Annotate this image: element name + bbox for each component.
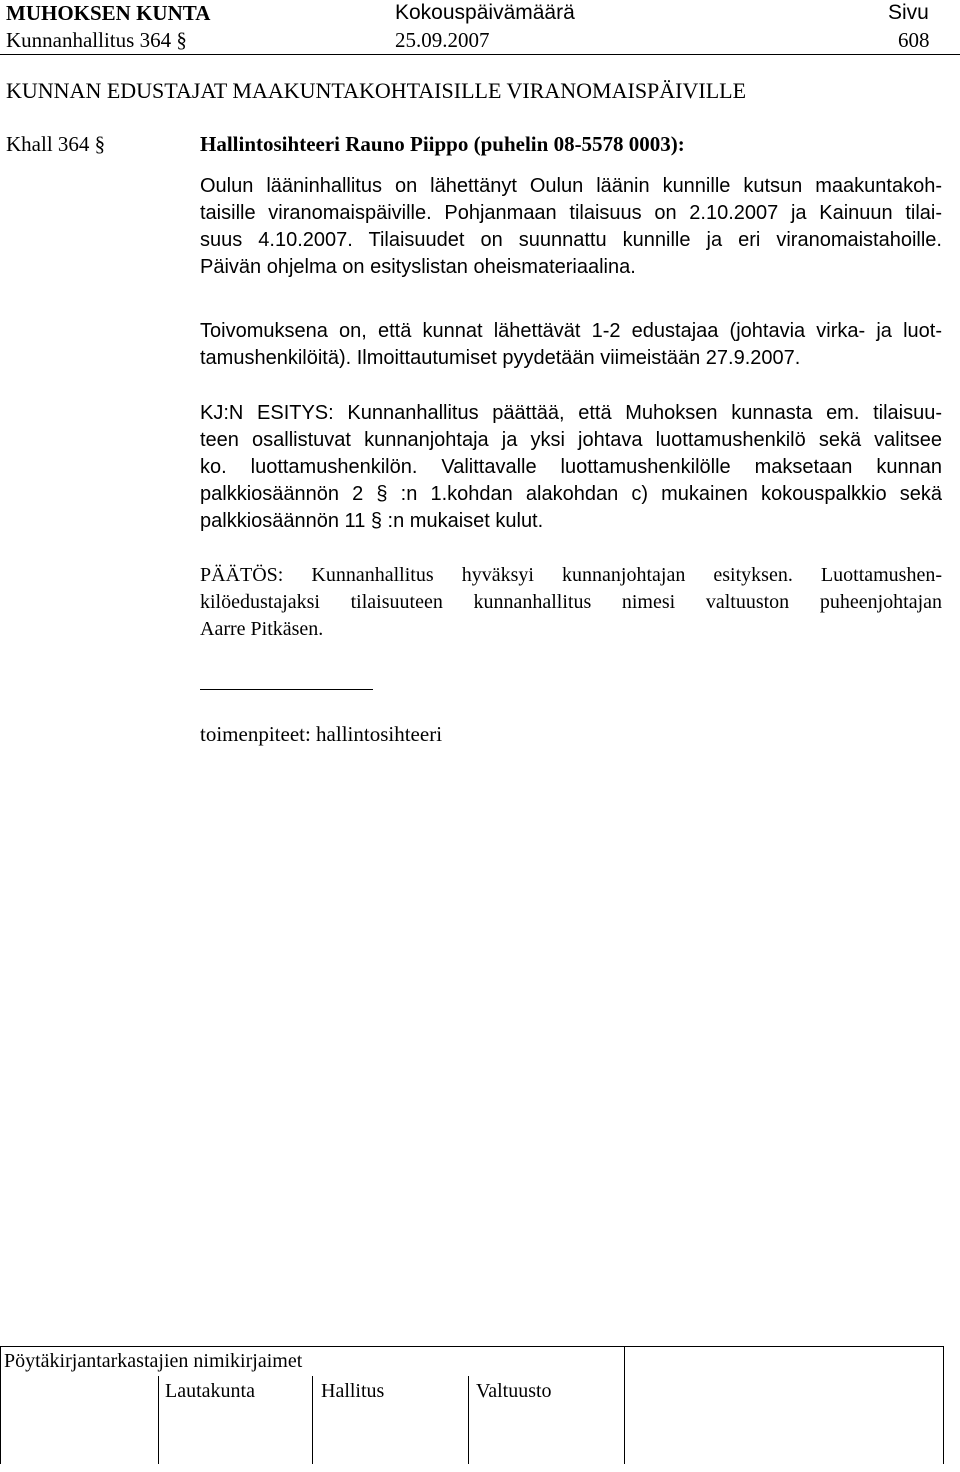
page-label: Sivu bbox=[888, 1, 929, 24]
text-line: suus 4.10.2007. Tilaisuudet on suunnattu kunnille ja eri viranomaistahoille. bbox=[200, 229, 942, 251]
document-title: KUNNAN EDUSTAJAT MAAKUNTAKOHTAISILLE VIRANOMAISPÄIVILLE bbox=[6, 78, 747, 103]
header-rule bbox=[0, 54, 960, 55]
paragraph-decision bbox=[200, 562, 942, 643]
text-line: kilöedustajaksi tilaisuuteen kunnanhallitus nimesi valtuuston puheenjohtajan bbox=[200, 591, 942, 613]
text-line: teen osallistuvat kunnanjohtaja ja yksi johtava luottamushenkilö sekä valitsee bbox=[200, 429, 942, 451]
text-line: ko. luottamushenkilön. Valittavalle luottamushenkilölle maksetaan kunnan bbox=[200, 456, 942, 478]
paragraph-invitation bbox=[200, 173, 942, 281]
actions-line: toimenpiteet: hallintosihteeri bbox=[200, 722, 443, 746]
signature-box-title: Pöytäkirjantarkastajien nimikirjaimet bbox=[4, 1350, 303, 1372]
signature-column-divider bbox=[468, 1376, 469, 1464]
item-reference bbox=[6, 132, 105, 157]
text-line: palkkiosäännön 11 § :n mukaiset kulut. bbox=[200, 510, 544, 532]
signature-column-divider bbox=[158, 1376, 159, 1464]
item-ref-text: Khall 364 bbox=[6, 132, 90, 156]
signature-column-lautakunta: Lautakunta bbox=[165, 1380, 255, 1402]
signature-column-divider bbox=[312, 1376, 313, 1464]
signature-column-hallitus: Hallitus bbox=[321, 1380, 385, 1402]
body-name-text: Kunnanhallitus 364 bbox=[6, 28, 172, 52]
paragraph-proposal bbox=[200, 400, 942, 535]
body-name bbox=[6, 27, 187, 53]
text-line: palkkiosäännön 2 § :n 1.kohdan alakohdan c) mukainen kokouspalkkio sekä bbox=[200, 483, 942, 505]
text-line: Aarre Pitkäsen. bbox=[200, 618, 324, 640]
text-line: Toivomuksena on, että kunnat lähettävät 1-2 edustajaa (johtavia virka- ja luot- bbox=[200, 320, 942, 342]
text-line: PÄÄTÖS: Kunnanhallitus hyväksyi kunnanjohtajan esityksen. Luottamushen- bbox=[200, 564, 942, 586]
section-mark: § bbox=[176, 28, 187, 52]
text-line: tamushenkilöitä). Ilmoittautumiset pyydetään viimeistään 27.9.2007. bbox=[200, 347, 801, 369]
organization-name: MUHOKSEN KUNTA bbox=[6, 1, 211, 25]
signature-column-valtuusto: Valtuusto bbox=[476, 1380, 552, 1402]
text-line: KJ:N ESITYS: Kunnanhallitus päättää, että Muhoksen kunnasta em. tilaisuu- bbox=[200, 402, 942, 424]
signature-box-divider bbox=[624, 1346, 625, 1464]
text-line: taisille viranomaispäiville. Pohjanmaan tilaisuus on 2.10.2007 ja Kainuun tilai- bbox=[200, 202, 942, 224]
date-label: Kokouspäivämäärä bbox=[395, 1, 575, 24]
item-author: Hallintosihteeri Rauno Piippo (puhelin 08-5578 0003): bbox=[200, 132, 685, 156]
page-number: 608 bbox=[898, 28, 930, 52]
meeting-date: 25.09.2007 bbox=[395, 28, 490, 52]
text-line: Päivän ohjelma on esityslistan oheismateriaalina. bbox=[200, 256, 636, 278]
paragraph-request bbox=[200, 318, 942, 372]
separator-line bbox=[200, 689, 373, 690]
item-section-mark: § bbox=[94, 132, 106, 156]
text-line: Oulun lääninhallitus on lähettänyt Oulun läänin kunnille kutsun maakuntakoh- bbox=[200, 175, 942, 197]
